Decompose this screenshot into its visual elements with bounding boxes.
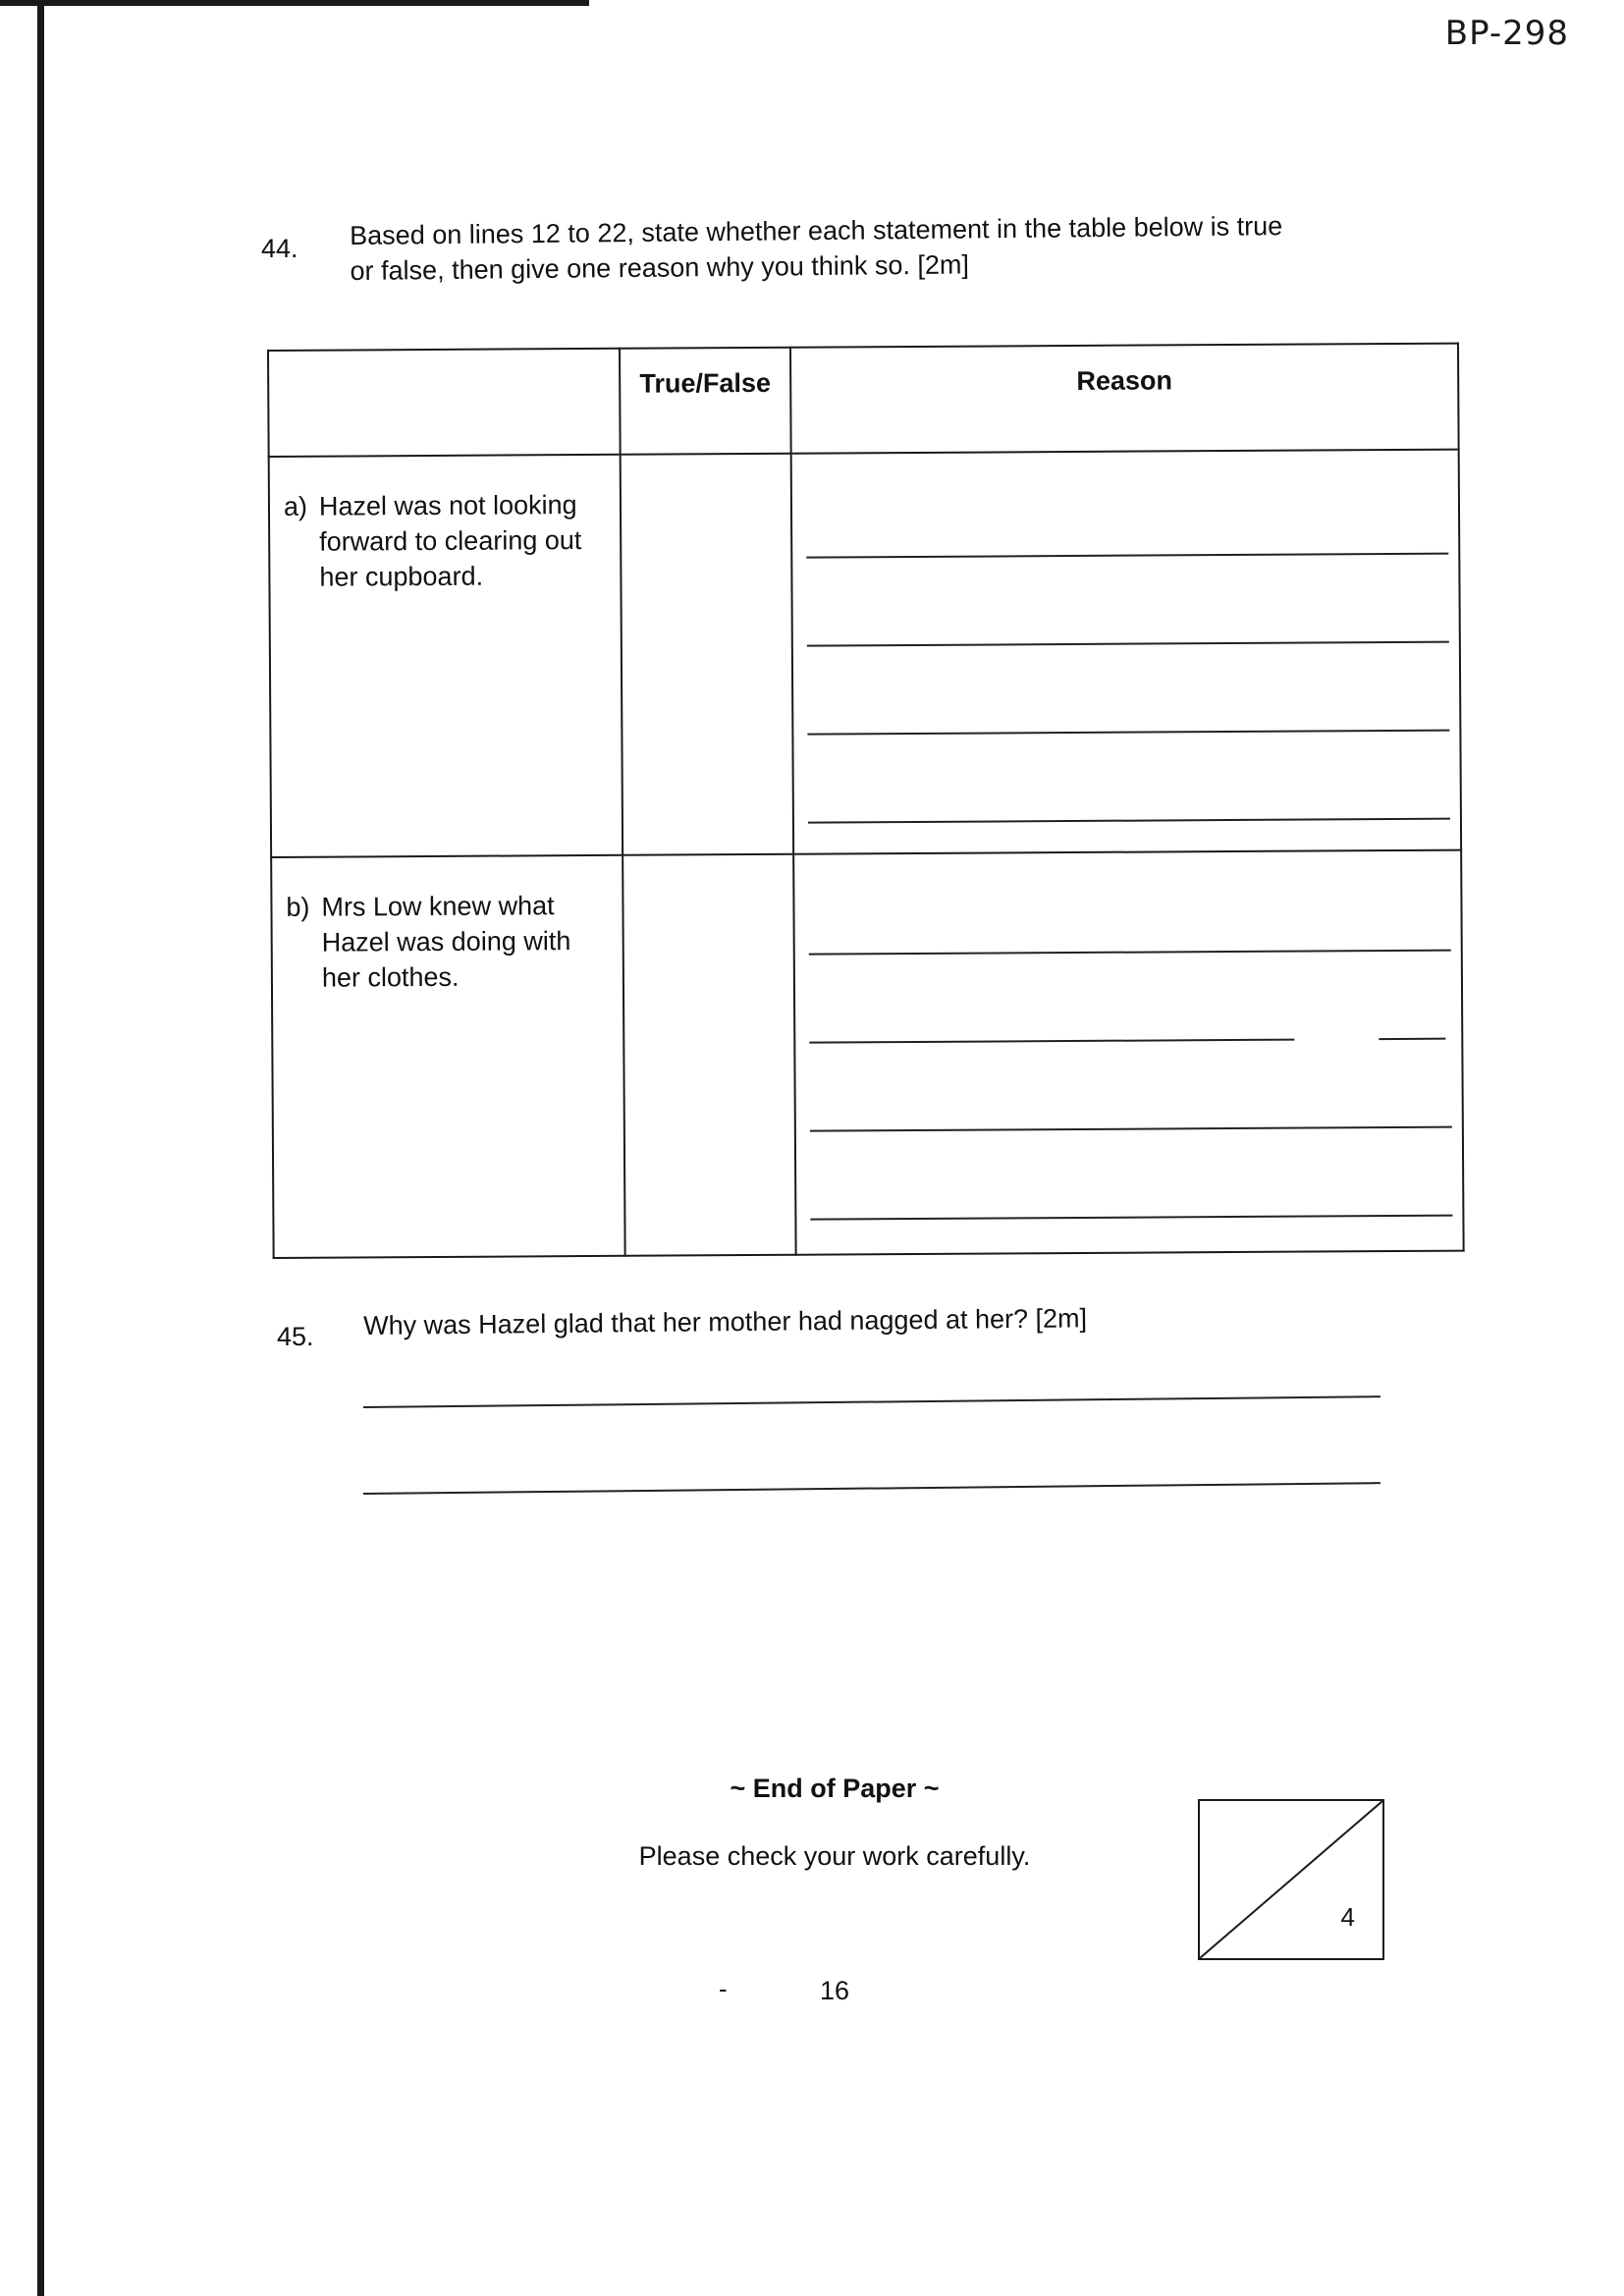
answer-line <box>810 1126 1452 1132</box>
answer-line <box>807 730 1449 736</box>
answer-line <box>807 641 1449 647</box>
answer-line <box>809 950 1451 956</box>
answer-line <box>1379 1038 1445 1040</box>
statement-line: Hazel was not looking <box>318 490 577 521</box>
question-45-number: 45. <box>277 1322 314 1351</box>
reason-answer-cell[interactable] <box>791 450 1461 854</box>
statement-line: forward to clearing out <box>319 525 582 557</box>
statement-letter: b) <box>286 892 310 922</box>
page-code: BP-298 <box>1444 14 1569 53</box>
statement-text <box>321 888 570 996</box>
header-reason: Reason <box>790 344 1459 454</box>
answer-line <box>806 553 1448 559</box>
statement-line: Hazel was doing with <box>321 926 571 957</box>
answer-line <box>809 1039 1294 1044</box>
answer-line <box>810 1215 1452 1221</box>
statement-a <box>270 456 621 595</box>
statement-cell <box>269 455 623 857</box>
answer-line[interactable] <box>363 1395 1380 1408</box>
table-header-row <box>268 344 1459 457</box>
statement-letter: a) <box>283 491 308 521</box>
answer-line <box>808 818 1450 824</box>
reason-answer-cell[interactable] <box>793 850 1463 1255</box>
check-work-note: Please check your work carefully. <box>638 1841 1031 1871</box>
answer-table <box>267 343 1465 1259</box>
table-row <box>269 450 1461 857</box>
true-false-answer-cell[interactable] <box>621 454 793 855</box>
statement-b <box>272 856 623 996</box>
scan-left-edge <box>37 0 44 2296</box>
page-number: 16 <box>819 1976 850 2005</box>
statement-line: her clothes. <box>321 961 460 993</box>
scan-top-edge <box>0 0 589 6</box>
true-false-answer-cell[interactable] <box>623 854 795 1256</box>
total-marks: 4 <box>1340 1902 1355 1932</box>
header-true-false: True/False <box>620 348 791 455</box>
marks-box <box>1198 1799 1384 1960</box>
marks-diagonal-icon <box>1200 1801 1382 1958</box>
question-44-line-2: or false, then give one reason why you think so. [2m] <box>350 249 970 286</box>
end-of-paper-title: ~ End of Paper ~ <box>730 1774 940 1803</box>
question-44-line-1: Based on lines 12 to 22, state whether each statement in the table below is true <box>350 211 1283 250</box>
statement-line: Mrs Low knew what <box>321 891 555 922</box>
header-statement <box>268 349 621 457</box>
question-44-text <box>350 208 1283 289</box>
statement-text <box>319 487 582 595</box>
question-45-text: Why was Hazel glad that her mother had nagged at her? [2m] <box>363 1303 1088 1340</box>
answer-line[interactable] <box>363 1482 1380 1495</box>
table-row <box>271 850 1463 1258</box>
question-44-number: 44. <box>261 234 298 263</box>
statement-cell <box>271 855 624 1258</box>
dash-mark: - <box>719 1974 728 2003</box>
statement-line: her cupboard. <box>319 561 484 592</box>
